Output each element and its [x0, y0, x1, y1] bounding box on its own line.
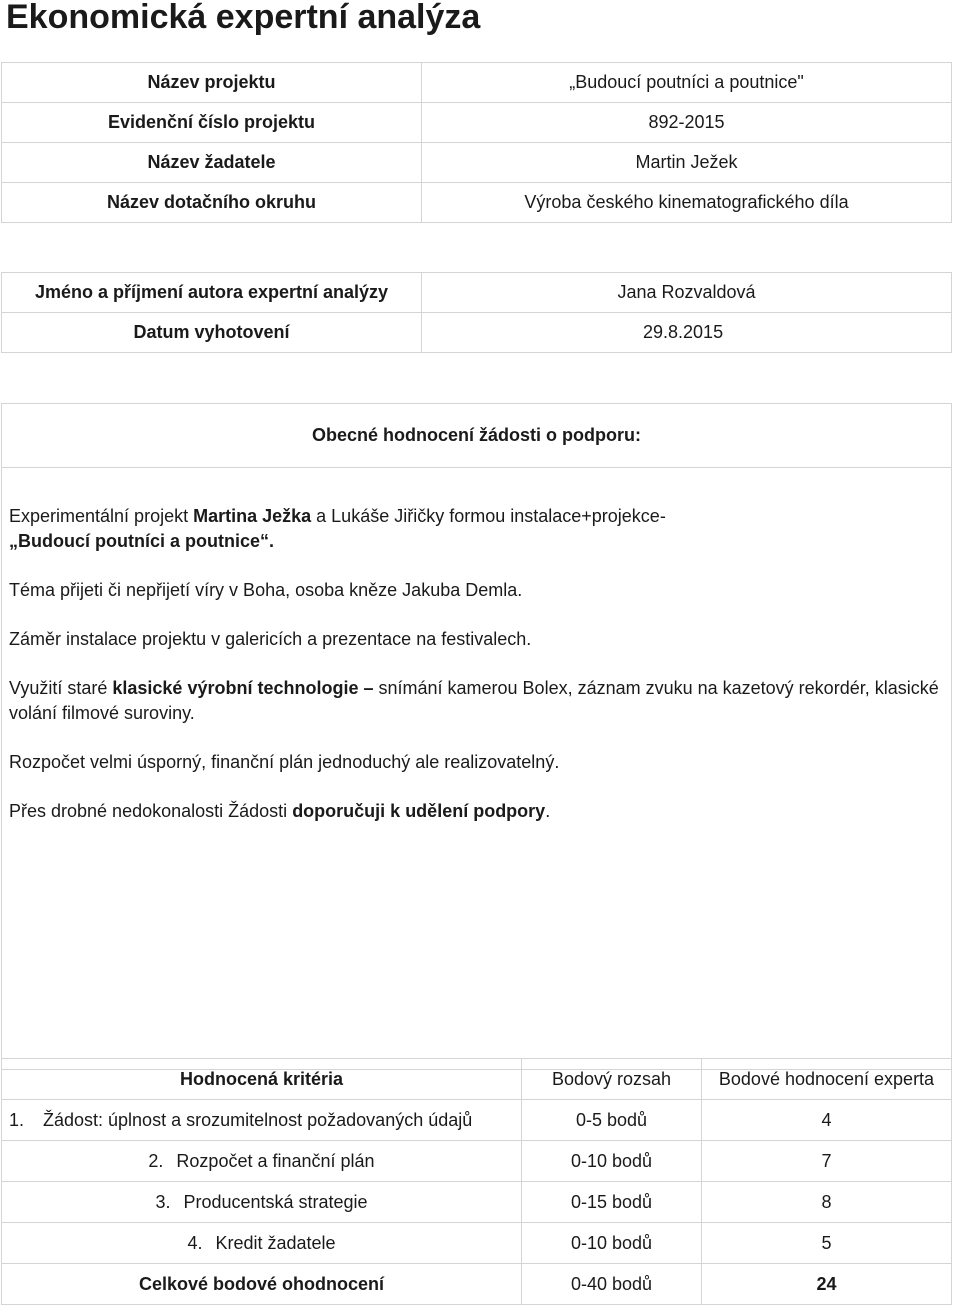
project-name-label: Název projektu	[2, 63, 422, 103]
evaluation-paragraph: Téma přijeti či nepřijetí víry v Boha, osoba kněze Jakuba Demla.	[9, 580, 523, 600]
text-span: Experimentální projekt	[9, 506, 194, 526]
criterion-text: Kredit žadatele	[215, 1232, 336, 1253]
evaluation-paragraph: Rozpočet velmi úsporný, finanční plán jednoduchý ale realizovatelný.	[9, 752, 560, 772]
grant-area-label: Název dotačního okruhu	[2, 183, 422, 223]
evaluation-paragraph	[9, 504, 944, 554]
table-row	[2, 1141, 952, 1182]
table-row	[2, 273, 952, 313]
technology-bold: klasické výrobní technologie –	[112, 678, 374, 698]
author-name-label: Jméno a příjmení autora expertní analýzy	[2, 273, 422, 313]
author-name-value: Jana Rozvaldová	[422, 273, 952, 313]
criterion-text: Rozpočet a finanční plán	[176, 1150, 375, 1171]
table-row	[2, 63, 952, 103]
total-score: 24	[702, 1264, 952, 1305]
text-span: snímání kamerou Bolex, záznam zvuku na kazetový rekordér, klasické volání filmové suroviny.	[9, 678, 939, 723]
total-row	[2, 1264, 952, 1305]
date-value: 29.8.2015	[422, 313, 952, 353]
criterion-label	[2, 1182, 522, 1223]
criterion-label	[2, 1141, 522, 1182]
page-title: Ekonomická expertní analýza	[6, 0, 481, 36]
total-label: Celkové bodové ohodnocení	[2, 1264, 522, 1305]
project-title-bold: „Budoucí poutníci a poutnice“.	[9, 531, 274, 551]
criterion-range: 0-10 bodů	[522, 1223, 702, 1264]
text-span: Využití staré	[9, 678, 113, 698]
criterion-number: 2.	[148, 1150, 164, 1171]
criterion-number: 3.	[155, 1191, 171, 1212]
text-span: .	[545, 801, 551, 821]
evaluation-paragraph	[9, 799, 944, 824]
range-header: Bodový rozsah	[522, 1059, 702, 1100]
criteria-table	[1, 1058, 952, 1305]
recommendation-bold: doporučuji k udělení podpory	[292, 801, 546, 821]
table-row	[2, 103, 952, 143]
criterion-label	[2, 1100, 522, 1141]
criterion-range: 0-5 bodů	[522, 1100, 702, 1141]
table-row	[2, 183, 952, 223]
evaluation-table	[1, 403, 952, 1070]
table-row	[2, 1100, 952, 1141]
score-header: Bodové hodnocení experta	[702, 1059, 952, 1100]
criterion-score: 8	[702, 1182, 952, 1223]
text-span: Přes drobné nedokonalosti Žádosti	[9, 801, 293, 821]
table-row	[2, 313, 952, 353]
criterion-range: 0-10 bodů	[522, 1141, 702, 1182]
evaluation-paragraph	[9, 676, 944, 726]
evaluation-paragraph: Záměr instalace projektu v galericích a prezentace na festivalech.	[9, 629, 532, 649]
criterion-score: 5	[702, 1223, 952, 1264]
table-row	[2, 1182, 952, 1223]
text-span: a Lukáše Jiřičky formou instalace+projekce-	[311, 506, 666, 526]
applicant-label: Název žadatele	[2, 143, 422, 183]
criterion-score: 4	[702, 1100, 952, 1141]
table-row	[2, 1223, 952, 1264]
project-info-table	[1, 62, 952, 223]
applicant-value: Martin Ježek	[422, 143, 952, 183]
registration-number-label: Evidenční číslo projektu	[2, 103, 422, 143]
total-range: 0-40 bodů	[522, 1264, 702, 1305]
table-header-row	[2, 1059, 952, 1100]
evaluation-body	[2, 468, 952, 1070]
criterion-label	[2, 1223, 522, 1264]
author-table	[1, 272, 952, 353]
criterion-text: Producentská strategie	[183, 1191, 368, 1212]
author-name-bold: Martina Ježka	[193, 506, 312, 526]
date-label: Datum vyhotovení	[2, 313, 422, 353]
criterion-number: 4.	[187, 1232, 203, 1253]
criteria-header: Hodnocená kritéria	[2, 1059, 522, 1100]
criterion-number: 1.	[9, 1109, 25, 1130]
grant-area-value: Výroba českého kinematografického díla	[422, 183, 952, 223]
project-name-value: „Budoucí poutníci a poutnice"	[422, 63, 952, 103]
registration-number-value: 892-2015	[422, 103, 952, 143]
evaluation-heading: Obecné hodnocení žádosti o podporu:	[2, 404, 952, 468]
criterion-score: 7	[702, 1141, 952, 1182]
table-row	[2, 143, 952, 183]
criterion-text: Žádost: úplnost a srozumitelnost požadovaných údajů	[43, 1109, 473, 1130]
criterion-range: 0-15 bodů	[522, 1182, 702, 1223]
